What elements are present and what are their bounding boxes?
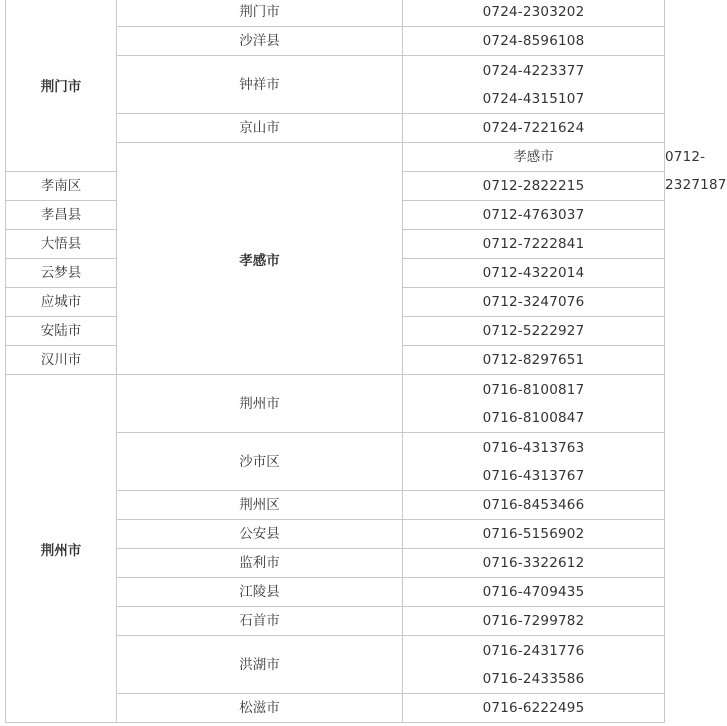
city-name: 荆州市 [6, 375, 117, 723]
phone-number: 0712-4763037 [482, 207, 585, 223]
phone-cell [403, 201, 665, 230]
district-name: 石首市 [239, 613, 280, 629]
district-name: 公安县 [239, 526, 280, 542]
district-name: 钟祥市 [239, 76, 280, 93]
phone-cell [403, 375, 665, 433]
district-name: 孝南区 [40, 178, 82, 194]
table-row [6, 0, 665, 27]
phone-number: 0712-4322014 [482, 265, 585, 281]
district-cell [117, 520, 403, 549]
district-name: 沙洋县 [239, 33, 280, 49]
district-name: 荆门市 [239, 4, 280, 20]
phone-number: 0724-2303202 [482, 4, 585, 20]
phone-number: 0716-3322612 [482, 555, 585, 571]
phone-cell [403, 346, 665, 375]
phone-cell [403, 636, 665, 694]
district-cell [6, 288, 117, 317]
district-name: 沙市区 [239, 453, 280, 470]
table-row [6, 375, 665, 433]
phone-number: 0724-4223377 [482, 62, 585, 79]
district-name: 应城市 [40, 294, 82, 310]
district-name: 京山市 [239, 120, 280, 136]
phone-number: 0716-4313767 [482, 467, 585, 484]
phone-cell [403, 317, 665, 346]
district-cell [6, 259, 117, 288]
district-cell [117, 27, 403, 56]
district-name: 江陵县 [239, 584, 280, 600]
district-cell [6, 346, 117, 375]
phone-cell [403, 578, 665, 607]
district-name: 安陆市 [40, 323, 82, 339]
district-cell [117, 491, 403, 520]
phone-number: 0716-7299782 [482, 613, 585, 629]
phone-cell [403, 288, 665, 317]
phone-cell [403, 27, 665, 56]
district-name: 松滋市 [239, 700, 280, 716]
phone-number: 0716-2433586 [482, 670, 585, 687]
district-name: 监利市 [239, 555, 280, 571]
phone-number: 0724-4315107 [482, 90, 585, 107]
district-cell [117, 56, 403, 114]
phone-number: 0712-2822215 [482, 178, 585, 194]
phone-cell [403, 259, 665, 288]
district-cell [117, 549, 403, 578]
district-name: 孝昌县 [40, 207, 82, 223]
phone-cell [403, 56, 665, 114]
district-cell [117, 578, 403, 607]
district-name: 汉川市 [40, 352, 82, 368]
district-cell [6, 172, 117, 201]
phone-cell [403, 114, 665, 143]
district-cell [117, 433, 403, 491]
phone-number: 0724-7221624 [482, 120, 585, 136]
contact-table [5, 0, 727, 723]
phone-cell [403, 0, 665, 27]
district-name: 洪湖市 [239, 656, 280, 673]
phone-number: 0716-8100817 [482, 381, 585, 398]
phone-number: 0712-7222841 [482, 236, 585, 252]
district-cell [6, 317, 117, 346]
phone-number: 0716-4709435 [482, 584, 585, 600]
phone-number: 0712-3247076 [482, 294, 585, 310]
phone-cell [403, 694, 665, 723]
phone-cell [403, 433, 665, 491]
phone-number: 0712-5222927 [482, 323, 585, 339]
city-name: 荆门市 [6, 0, 117, 172]
district-cell [117, 114, 403, 143]
district-cell [403, 143, 665, 172]
phone-number: 0716-4313763 [482, 439, 585, 456]
district-cell [6, 230, 117, 259]
phone-number: 0716-8453466 [482, 497, 585, 513]
phone-cell [403, 520, 665, 549]
phone-number: 0716-2431776 [482, 642, 585, 659]
contact-table-body [6, 0, 727, 723]
district-cell [117, 694, 403, 723]
district-cell [6, 201, 117, 230]
district-cell [117, 375, 403, 433]
phone-cell [403, 549, 665, 578]
table-row: 孝感市 孝感市 0712-2327187 [6, 143, 665, 172]
district-name: 荆州区 [239, 497, 280, 513]
phone-number: 0712-8297651 [482, 352, 585, 368]
phone-number: 0724-8596108 [482, 33, 585, 49]
phone-cell [403, 491, 665, 520]
district-cell [117, 0, 403, 27]
district-name: 云梦县 [40, 265, 82, 281]
district-cell [117, 636, 403, 694]
city-name: 孝感市 [117, 143, 403, 375]
phone-cell [403, 607, 665, 636]
district-cell [117, 607, 403, 636]
district-name: 荆州市 [239, 395, 280, 412]
phone-number: 0716-8100847 [482, 409, 585, 426]
phone-number: 0716-6222495 [482, 700, 585, 716]
district-name: 孝感市 [513, 149, 554, 165]
phone-cell [403, 172, 665, 201]
phone-number: 0716-5156902 [482, 526, 585, 542]
phone-cell [403, 230, 665, 259]
district-name: 大悟县 [40, 236, 82, 252]
